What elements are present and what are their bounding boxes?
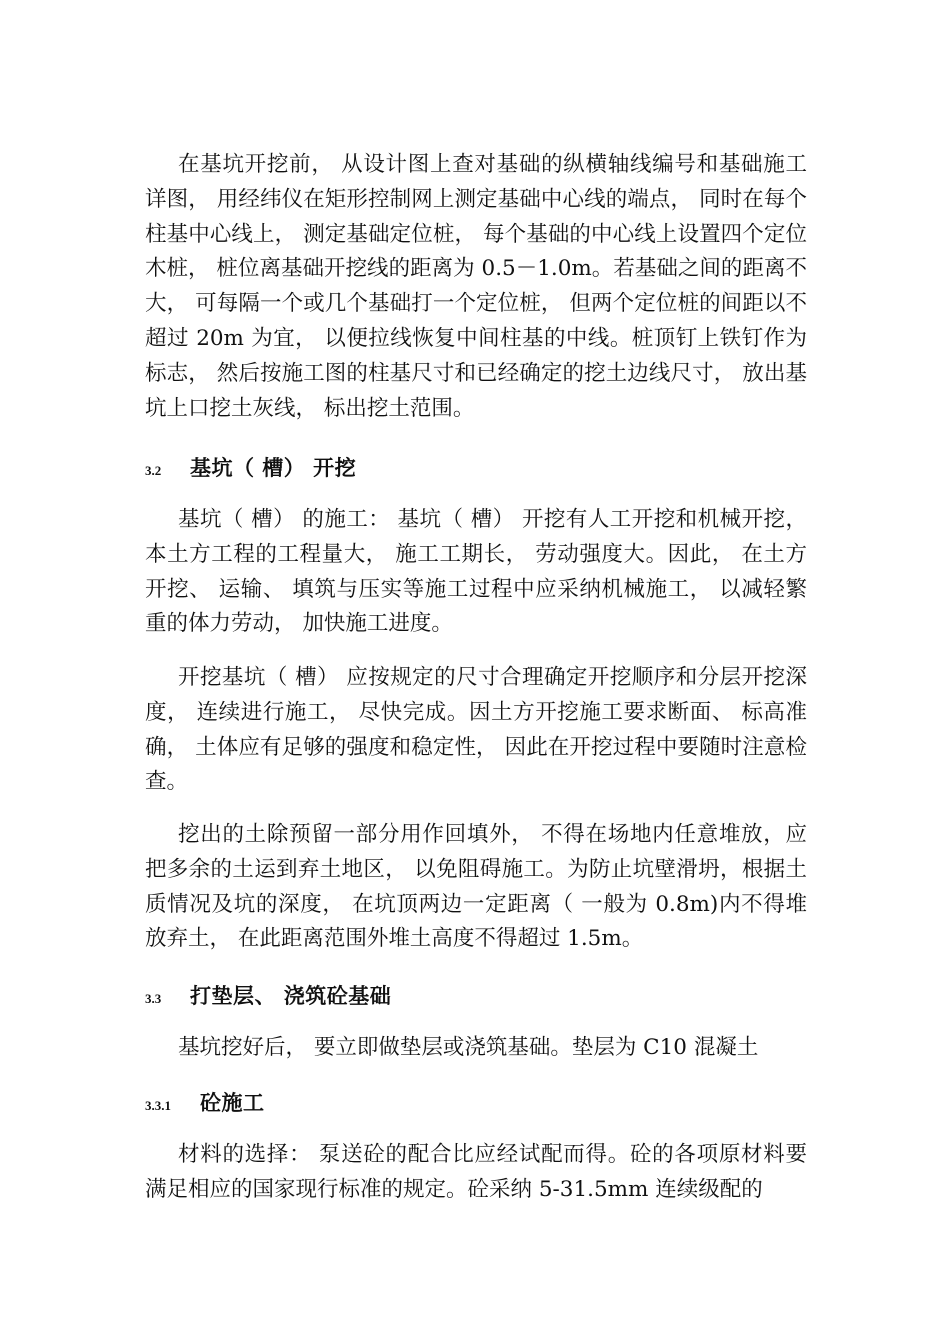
section-number: 3.3 bbox=[145, 991, 162, 1006]
section-heading-3-3-1 bbox=[145, 1087, 265, 1117]
paragraph-foundation-layout: 在基坑开挖前， 从设计图上查对基础的纵横轴线编号和基础施工详图， 用经纬仪在矩形控制网上测定基础中心线的端点， 同时在每个柱基中心线上， 测定基础定位桩， 每个基础的中心线上设置四个定位木桩， 桩位离基础开挖线的距离为 0.5－1.0m。若基础之间的距离不大， 可每隔一个或几个基础打一个定位桩， 但两个定位桩的间距以不超过 20m 为宜， 以便拉线恢复中间柱基的中线。桩顶钉上铁钉作为标志， 然后按施工图的柱基尺寸和已经确定的挖土边线尺寸， 放出基坑上口挖土灰线， 标出挖土范围。 bbox=[145, 152, 807, 421]
section-heading-3-3 bbox=[145, 980, 391, 1010]
paragraph-spoil-handling: 挖出的土除预留一部分用作回填外， 不得在场地内任意堆放，应把多余的土运到弃土地区， 以免阻碍施工。为防止坑壁滑坍，根据土质情况及坑的深度， 在坑顶两边一定距离（ 一般为 0.8m)内不得堆放弃土， 在此距离范围外堆土高度不得超过 1.5m。 bbox=[145, 822, 807, 952]
section-title: 打垫层、 浇筑砼基础 bbox=[190, 984, 392, 1008]
paragraph-pit-excavation: 基坑（ 槽） 的施工： 基坑（ 槽） 开挖有人工开挖和机械开挖，本土方工程的工程量大， 施工工期长， 劳动强度大。因此， 在土方开挖、 运输、 填筑与压实等施工过程中应采纳机械施工， 以减轻繁重的体力劳动， 加快施工进度。 bbox=[145, 507, 807, 637]
paragraph-material-selection: 材料的选择： 泵送砼的配合比应经试配而得。砼的各项原材料要满足相应的国家现行标准的规定。砼采纳 5-31.5mm 连续级配的 bbox=[145, 1142, 807, 1202]
section-number: 3.2 bbox=[145, 463, 162, 478]
section-title: 砼施工 bbox=[200, 1091, 265, 1115]
section-heading-3-2 bbox=[145, 452, 356, 482]
paragraph-cushion-layer: 基坑挖好后， 要立即做垫层或浇筑基础。垫层为 C10 混凝土 bbox=[178, 1035, 759, 1060]
section-title: 基坑（ 槽） 开挖 bbox=[190, 456, 357, 480]
paragraph-excavation-sequence: 开挖基坑（ 槽） 应按规定的尺寸合理确定开挖顺序和分层开挖深度， 连续进行施工， 尽快完成。因土方开挖施工要求断面、 标高准确， 土体应有足够的强度和稳定性， 因此在开挖过程中要随时注意检查。 bbox=[145, 665, 807, 795]
section-number: 3.3.1 bbox=[145, 1098, 171, 1113]
